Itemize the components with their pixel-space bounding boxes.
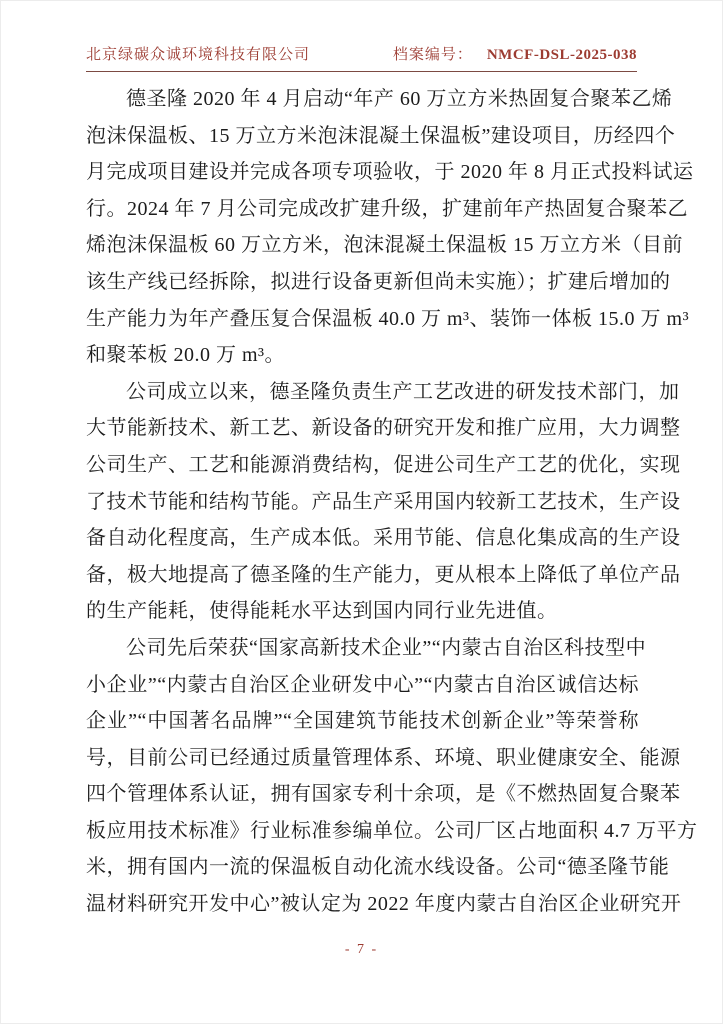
paragraph: [86, 374, 681, 630]
paragraph: [86, 630, 698, 923]
paragraph: [86, 81, 694, 374]
page-header: [86, 43, 637, 64]
text-line: 了技术节能和结构节能。产品生产采用国内较新工艺技术，生产设: [86, 490, 681, 513]
header-rule: [86, 71, 637, 72]
archive-number-value: NMCF-DSL-2025-038: [486, 47, 637, 63]
text-line: 企业”“中国著名品牌”“全国建筑节能技术创新企业”等荣誉称: [86, 710, 639, 733]
text-line: 大节能新技术、新工艺、新设备的研究开发和推广应用，大力调整: [86, 417, 681, 440]
header-company-name: 北京绿碳众诚环境科技有限公司: [86, 47, 311, 63]
document-body: [86, 81, 698, 923]
text-line: 行。2024 年 7 月公司完成改扩建升级，扩建前年产热固复合聚苯乙: [86, 197, 688, 220]
text-line: 泡沫保温板、15 万立方米泡沫混凝土保温板”建设项目，历经四个: [86, 124, 676, 147]
text-line: 号，目前公司已经通过质量管理体系、环境、职业健康安全、能源: [86, 746, 681, 769]
header-archive-number: [393, 43, 637, 64]
text-line: 生产能力为年产叠压复合保温板 40.0 万 m³、装饰一体板 15.0 万 m³: [86, 307, 690, 330]
text-line: 公司成立以来，德圣隆负责生产工艺改进的研发技术部门，加: [126, 380, 680, 403]
text-line: 备自动化程度高，生产成本低。采用节能、信息化集成高的生产设: [86, 527, 681, 550]
text-line: 公司生产、工艺和能源消费结构，促进公司生产工艺的优化，实现: [86, 453, 681, 476]
archive-number-label: 档案编号：: [392, 47, 473, 63]
text-line: 德圣隆 2020 年 4 月启动“年产 60 万立方米热固复合聚苯乙烯: [126, 88, 673, 110]
text-line: 板应用技术标准》行业标准参编单位。公司厂区占地面积 4.7 万平方: [86, 819, 698, 842]
text-line: 公司先后荣获“国家高新技术企业”“内蒙古自治区科技型中: [126, 636, 647, 659]
text-line: 烯泡沫保温板 60 万立方米，泡沫混凝土保温板 15 万立方米（目前: [86, 234, 683, 257]
text-line: 月完成项目建设并完成各项专项验收，于 2020 年 8 月正式投料试运: [86, 161, 694, 184]
page-number: - 7 -: [344, 942, 379, 957]
text-line: 和聚苯板 20.0 万 m³。: [86, 344, 286, 367]
text-line: 温材料研究开发中心”被认定为 2022 年度内蒙古自治区企业研究开: [86, 893, 682, 916]
page-footer: [1, 942, 722, 958]
text-line: 备，极大地提高了德圣隆的生产能力，更从根本上降低了单位产品: [86, 563, 681, 586]
text-line: 该生产线已经拆除，拟进行设备更新但尚未实施）；扩建后增加的: [86, 270, 671, 293]
text-line: 小企业”“内蒙古自治区企业研发中心”“内蒙古自治区诚信达标: [86, 673, 639, 696]
text-line: 米，拥有国内一流的保温板自动化流水线设备。公司“德圣隆节能: [86, 856, 670, 879]
text-line: 四个管理体系认证，拥有国家专利十余项，是《不燃热固复合聚苯: [86, 783, 681, 806]
text-line: 的生产能耗，使得能耗水平达到国内同行业先进值。: [86, 600, 558, 623]
